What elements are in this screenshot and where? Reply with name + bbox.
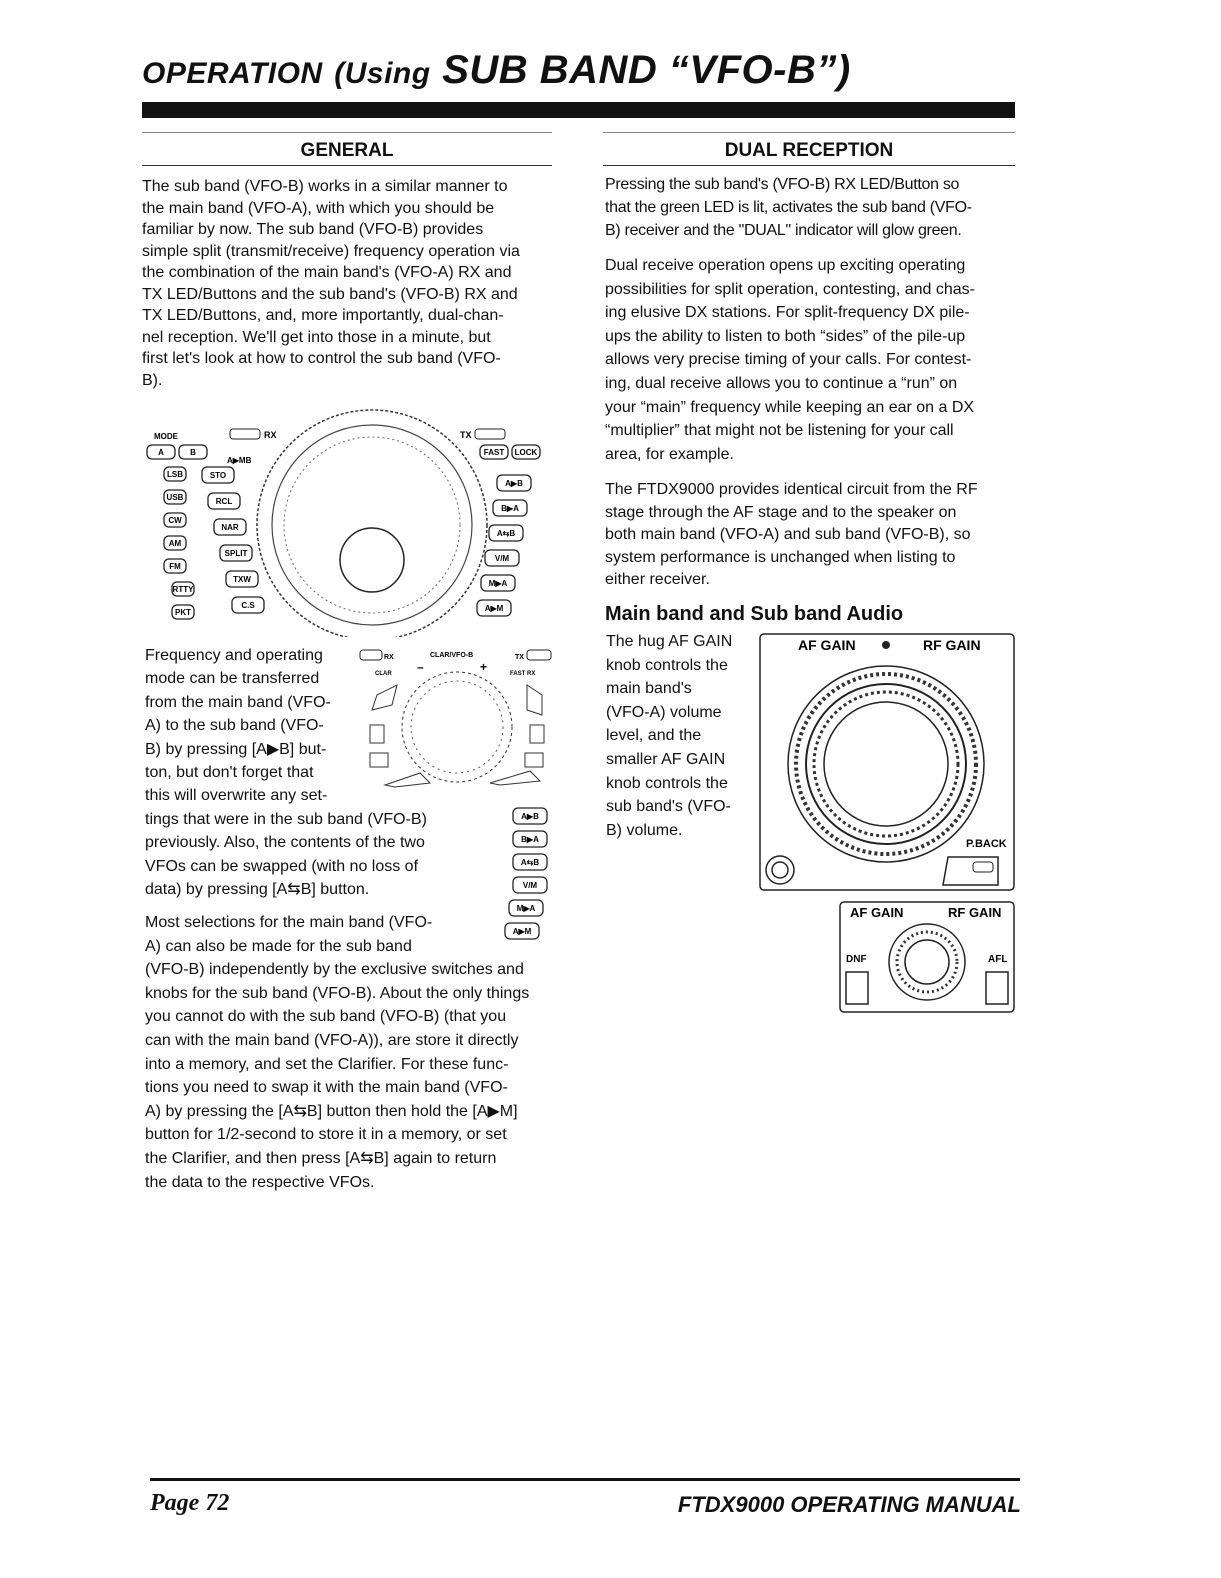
text-line: B). (142, 371, 163, 389)
dual-paragraph-1 (605, 173, 972, 242)
af-gain-sub-figure (838, 900, 1016, 1014)
title-bar (142, 102, 1015, 118)
text-line: ing, dual receive allows you to continue a “run” on (605, 374, 958, 392)
af-gain-label: AF GAIN (798, 637, 856, 653)
panel-button-label: PKT (175, 608, 191, 617)
text-line: B) volume. (606, 821, 683, 839)
panel-button-label: SPLIT (224, 549, 248, 558)
text-line: possibilities for split operation, contesting, and chas- (605, 280, 975, 298)
text-line: (VFO-B) independently by the exclusive switches and (145, 961, 524, 979)
manual-title: FTDX9000 OPERATING MANUAL (677, 1492, 1021, 1517)
panel-button-label: A▶B (505, 479, 523, 488)
text-line: A) can also be made for the sub band (145, 937, 412, 955)
text-line: simple split (transmit/receive) frequency operation via (142, 242, 520, 260)
text-line: stage through the AF stage and to the speaker on (605, 503, 957, 521)
panel-button-label: M▶A (488, 579, 508, 588)
panel-button-label: A (158, 448, 164, 457)
text-line: the data to the respective VFOs. (145, 1173, 375, 1191)
vfo-buttons-figure (495, 800, 563, 948)
text-line: this will overwrite any set- (145, 787, 328, 805)
text-line: Pressing the sub band's (VFO-B) RX LED/Button so (605, 176, 960, 193)
text-line: that the green LED is lit, activates the sub band (VFO- (605, 199, 972, 216)
fast-rx-label: FAST RX (510, 671, 536, 677)
general-paragraph-3 (145, 911, 529, 1194)
text-line: B) by pressing [A▶B] but- (145, 740, 327, 758)
text-line: VFOs can be swapped (with no loss of (145, 857, 419, 875)
text-line: allows very precise timing of your calls. For contest- (605, 351, 972, 369)
text-line: the main band (VFO-A), with which you should be (142, 199, 495, 217)
minus-label: – (417, 660, 424, 674)
text-line: ups the ability to listen to both “sides” of the pile-up (605, 327, 966, 345)
text-line: previously. Also, the contents of the two (145, 834, 425, 852)
sub-rf-gain-label: RF GAIN (948, 905, 1002, 920)
text-line: level, and the (606, 727, 702, 745)
text-line: A) by pressing the [A⇆B] button then hold the [A▶M] (145, 1102, 518, 1120)
text-line: Frequency and operating (145, 647, 323, 664)
divider (603, 165, 1015, 166)
text-line: (VFO-A) volume (606, 703, 722, 721)
text-line: The sub band (VFO-B) works in a similar manner to (142, 178, 508, 195)
text-line: area, for example. (605, 445, 734, 463)
text-line: smaller AF GAIN (606, 750, 726, 768)
text-line: “multiplier” that might not be listening for your call (605, 422, 954, 440)
text-line: A) to the sub band (VFO- (145, 717, 324, 735)
text-line: main band's (606, 680, 692, 698)
mode-label: MODE (154, 432, 178, 441)
text-line: The FTDX9000 provides identical circuit from the RF (605, 481, 978, 498)
text-line: from the main band (VFO- (145, 693, 331, 711)
dual-paragraph-3 (605, 479, 978, 592)
panel-button-label: NAR (221, 523, 239, 532)
tx-label: TX (460, 430, 472, 440)
panel-button-label: CW (168, 516, 182, 525)
panel-button-label: RCL (215, 497, 233, 506)
text-line: button for 1/2-second to store it in a memory, or set (145, 1126, 507, 1144)
panel-button-label: LOCK (514, 448, 538, 457)
vfo-button-label: V/M (522, 881, 538, 890)
text-line: the combination of the main band's (VFO-A) RX and (142, 264, 512, 281)
amb-label: A▶MB (227, 456, 252, 465)
panel-button-label: USB (166, 493, 184, 502)
section-heading-general: GENERAL (300, 140, 394, 161)
title-paren: (Using (334, 57, 431, 90)
text-line: the Clarifier, and then press [A⇆B] again to return (145, 1149, 497, 1167)
af-gain-main-figure (758, 632, 1016, 892)
clar-rx-label: RX (384, 654, 394, 661)
panel-button-label: AM (168, 539, 182, 548)
page-title (142, 48, 851, 93)
panel-button-label: V/M (494, 554, 510, 563)
divider (142, 165, 552, 166)
divider (603, 132, 1015, 133)
text-line: nel reception. We'll get into those in a minute, but (142, 328, 491, 346)
dnf-label: DNF (846, 954, 867, 965)
text-line: sub band's (VFO- (606, 798, 731, 816)
text-line: into a memory, and set the Clarifier. For these func- (145, 1055, 509, 1073)
title-rest: SUB BAND “VFO-B”) (442, 48, 851, 92)
title-main: OPERATION (142, 57, 323, 90)
text-line: TX LED/Buttons and the sub band's (VFO-B) RX and (142, 285, 518, 303)
text-line: knob controls the (606, 774, 728, 792)
clarifier-figure (355, 645, 560, 795)
panel-button-label: RTTY (172, 585, 194, 594)
panel-button-label: A▶M (484, 604, 504, 613)
text-line: you cannot do with the sub band (VFO-B) (that you (145, 1008, 507, 1026)
vfo-button-label: A⇆B (520, 858, 540, 867)
panel-button-label: FAST (483, 448, 505, 457)
footer-rule (150, 1478, 1020, 1481)
text-line: The hug AF GAIN (606, 633, 733, 650)
panel-button-label: FM (169, 562, 181, 571)
audio-heading: Main band and Sub band Audio (605, 603, 904, 625)
panel-button-label: C.S (241, 601, 255, 610)
text-line: B) receiver and the "DUAL" indicator will glow green. (605, 222, 962, 239)
clar-vfob-label: CLAR/VFO-B (430, 652, 474, 659)
plus-label: + (480, 660, 488, 674)
text-line: TX LED/Buttons, and, more importantly, dual-chan- (142, 307, 504, 324)
vfo-button-label: A▶B (521, 812, 539, 821)
text-line: data) by pressing [A⇆B] button. (145, 881, 370, 899)
front-panel-figure (142, 405, 557, 637)
text-line: knob controls the (606, 656, 728, 674)
panel-button-label: A⇆B (496, 529, 516, 538)
page-number: Page 72 (150, 1490, 230, 1516)
text-line: both main band (VFO-A) and sub band (VFO-B), so (605, 526, 971, 544)
rf-gain-label: RF GAIN (923, 637, 981, 653)
text-line: familiar by now. The sub band (VFO-B) provides (142, 221, 484, 238)
panel-button-label: STO (209, 471, 227, 480)
text-line: Most selections for the main band (VFO- (145, 914, 433, 931)
text-line: first let's look at how to control the sub band (VFO- (142, 350, 501, 367)
clar-label: CLAR (375, 671, 392, 677)
general-paragraph-1 (142, 176, 520, 391)
pback-label: P.BACK (966, 838, 1007, 850)
text-line: mode can be transferred (145, 670, 320, 688)
text-line: Dual receive operation opens up exciting operating (605, 257, 966, 274)
text-line: system performance is unchanged when listing to (605, 548, 956, 566)
text-line: can with the main band (VFO-A)), are store it directly (145, 1031, 519, 1049)
rx-label: RX (264, 430, 277, 440)
vfo-button-label: M▶A (516, 904, 536, 913)
sub-af-gain-label: AF GAIN (850, 905, 904, 920)
audio-paragraph (606, 630, 732, 842)
text-line: ing elusive DX stations. For split-frequency DX pile- (605, 304, 970, 322)
text-line: ton, but don't forget that (145, 764, 314, 782)
section-heading-dual-reception: DUAL RECEPTION (724, 140, 894, 161)
panel-button-label: TXW (233, 575, 251, 584)
vfo-button-label: B▶A (521, 835, 539, 844)
text-line: either receiver. (605, 571, 710, 589)
afl-label: AFL (988, 954, 1008, 965)
panel-button-label: B (190, 448, 196, 457)
vfo-button-label: A▶M (512, 927, 532, 936)
text-line: knobs for the sub band (VFO-B). About the only things (145, 984, 530, 1002)
clar-tx-label: TX (515, 654, 524, 661)
text-line: tions you need to swap it with the main band (VFO- (145, 1079, 508, 1097)
text-line: tings that were in the sub band (VFO-B) (145, 810, 427, 828)
panel-button-label: B▶A (501, 504, 519, 513)
text-line: your “main” frequency while keeping an ear on a DX (605, 398, 975, 416)
dual-paragraph-2 (605, 254, 975, 466)
panel-button-label: LSB (167, 470, 183, 479)
divider (142, 132, 552, 133)
